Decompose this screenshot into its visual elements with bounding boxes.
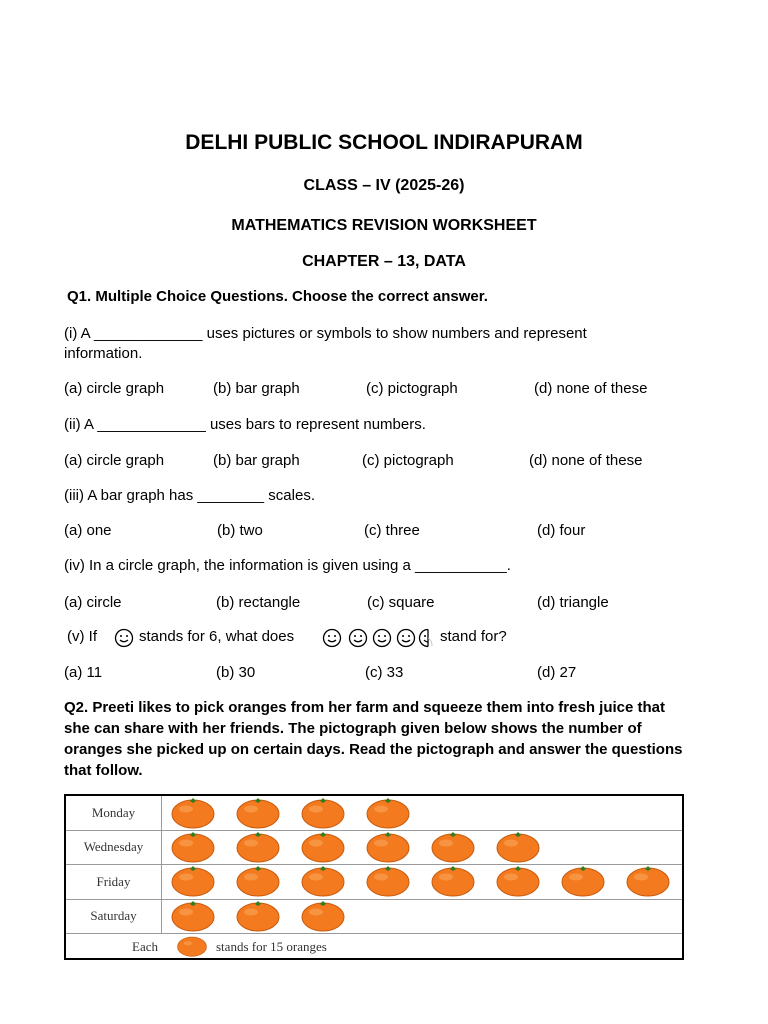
- orange-icon: [625, 865, 671, 897]
- class-line: CLASS – IV (2025-26): [303, 177, 465, 194]
- q1-iv-option-d[interactable]: (d) triangle: [537, 594, 609, 611]
- q1-iv-option-a[interactable]: (a) circle: [64, 594, 122, 611]
- orange-icon: [300, 900, 346, 932]
- orange-icon: [365, 797, 411, 829]
- q1-iv-option-b[interactable]: (b) rectangle: [216, 594, 301, 611]
- q2-line1: Q2. Preeti likes to pick oranges from her farm and squeeze them into fresh juice that: [64, 699, 665, 716]
- pictograph-row: [66, 830, 682, 865]
- smiley-icon: [396, 628, 416, 648]
- orange-icon: [170, 865, 216, 897]
- q1-i-option-b[interactable]: (b) bar graph: [213, 380, 300, 397]
- key-each-text: Each: [132, 939, 158, 954]
- q1-i-option-a[interactable]: (a) circle graph: [64, 380, 165, 397]
- worksheet-title: MATHEMATICS REVISION WORKSHEET: [231, 217, 537, 234]
- orange-icon: [300, 865, 346, 897]
- q1-heading: Q1. Multiple Choice Questions. Choose the correct answer.: [67, 288, 488, 305]
- orange-icon: [300, 831, 346, 863]
- q1-i-line1: (i) A _____________ uses pictures or symbols to show numbers and represent: [64, 325, 587, 342]
- pictograph-row: [66, 899, 682, 934]
- orange-icon: [495, 865, 541, 897]
- q1-ii-option-c[interactable]: (c) pictograph: [362, 452, 454, 469]
- q1-v-part3: stand for?: [440, 628, 507, 645]
- q2-line4: that follow.: [64, 762, 143, 779]
- q1-iii-option-a[interactable]: (a) one: [64, 522, 112, 539]
- orange-icon: [495, 831, 541, 863]
- orange-icon: [235, 797, 281, 829]
- day-label: Saturday: [66, 899, 162, 933]
- orange-pictograph: [64, 794, 684, 960]
- orange-icon: [300, 797, 346, 829]
- q2-line2: she can share with her friends. The pictograph given below shows the number of: [64, 720, 642, 737]
- pictograph-row: [66, 796, 682, 831]
- q1-v-option-d[interactable]: (d) 27: [537, 664, 577, 681]
- orange-icon: [170, 797, 216, 829]
- q1-ii-option-a[interactable]: (a) circle graph: [64, 452, 165, 469]
- school-title: DELHI PUBLIC SCHOOL INDIRAPURAM: [185, 131, 583, 154]
- smiley-icon: [372, 628, 392, 648]
- chapter-title: CHAPTER – 13, DATA: [302, 253, 466, 270]
- q1-i-line2: information.: [64, 345, 143, 362]
- orange-icon: [365, 831, 411, 863]
- orange-icon: [235, 865, 281, 897]
- day-label: Monday: [66, 796, 162, 830]
- q1-ii-option-b[interactable]: (b) bar graph: [213, 452, 300, 469]
- orange-icon: [430, 831, 476, 863]
- q1-ii-option-d[interactable]: (d) none of these: [529, 452, 643, 469]
- orange-icon: [170, 900, 216, 932]
- q1-iii-option-b[interactable]: (b) two: [217, 522, 263, 539]
- q1-v-option-c[interactable]: (c) 33: [365, 664, 404, 681]
- q1-iii-option-d[interactable]: (d) four: [537, 522, 586, 539]
- q1-iv-text: (iv) In a circle graph, the information is given using a ___________.: [64, 557, 511, 574]
- orange-icon: [430, 865, 476, 897]
- orange-icon: [174, 935, 210, 957]
- orange-icon: [235, 900, 281, 932]
- q1-v-option-b[interactable]: (b) 30: [216, 664, 256, 681]
- q1-iv-option-c[interactable]: (c) square: [367, 594, 435, 611]
- smiley-icon: [348, 628, 368, 648]
- orange-icon: [560, 865, 606, 897]
- day-label: Friday: [66, 864, 162, 899]
- q2-line3: oranges she picked up on certain days. Read the pictograph and answer the questions: [64, 741, 683, 758]
- q1-v-option-a[interactable]: (a) 11: [64, 664, 103, 681]
- q1-i-option-c[interactable]: (c) pictograph: [366, 380, 458, 397]
- q1-ii-text: (ii) A _____________ uses bars to represent numbers.: [64, 416, 426, 433]
- orange-icon: [235, 831, 281, 863]
- orange-icon: [170, 831, 216, 863]
- q1-iii-text: (iii) A bar graph has ________ scales.: [64, 487, 315, 504]
- q1-i-option-d[interactable]: (d) none of these: [534, 380, 648, 397]
- key-stands-text: stands for 15 oranges: [216, 939, 327, 954]
- pictograph-row: [66, 864, 682, 900]
- q1-v-part2: stands for 6, what does: [139, 628, 295, 645]
- smiley-icon: [322, 628, 342, 648]
- q1-v-part1: (v) If: [67, 628, 97, 645]
- half-smiley-icon: [418, 628, 438, 648]
- q1-iii-option-c[interactable]: (c) three: [364, 522, 420, 539]
- pictograph-key: [66, 933, 682, 960]
- smiley-icon: [114, 628, 134, 648]
- day-label: Wednesday: [66, 830, 162, 864]
- orange-icon: [365, 865, 411, 897]
